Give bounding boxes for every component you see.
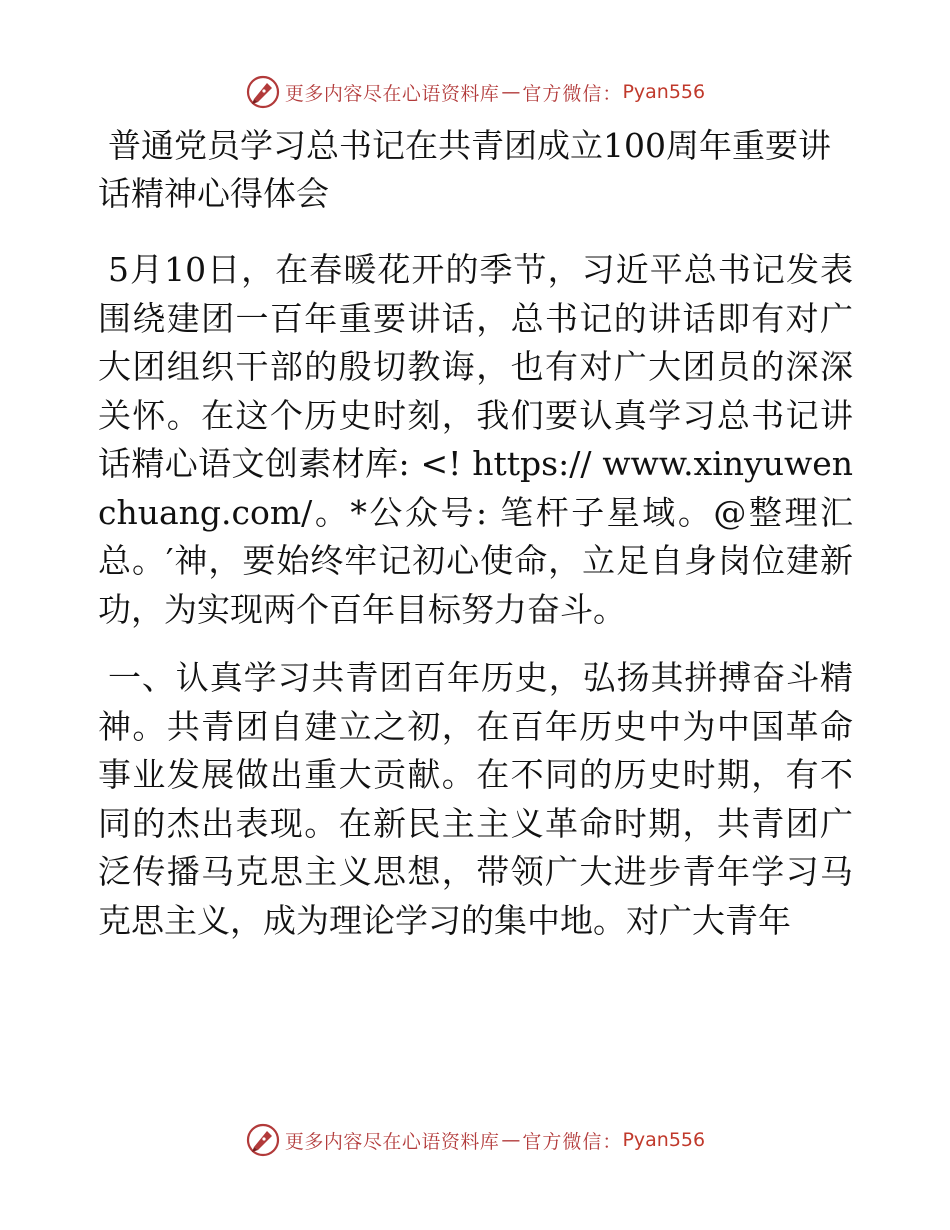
footer-banner [0,1118,950,1162]
pen-nib-circle-icon [245,74,281,110]
banner-wechat-id: Pyan556 [622,81,706,103]
banner-official-label: 官方微信： [522,82,623,105]
pen-nib-circle-icon [245,1122,281,1158]
banner-official-label: 官方微信： [522,1130,623,1153]
document-title: 普通党员学习总书记在共青团成立100周年重要讲话精神心得体会 [98,126,831,213]
banner-separator: — [501,81,521,103]
banner-separator: — [501,1129,521,1151]
banner-wechat-id: Pyan556 [622,1129,706,1151]
header-banner [0,70,950,114]
banner-brand-text: 更多内容尽在心语资料库 [284,82,500,105]
banner-brand-text: 更多内容尽在心语资料库 [284,1130,500,1153]
paragraph-intro: 5月10日，在春暖花开的季节，习近平总书记发表围绕建团一百年重要讲话，总书记的讲话即有对广大团组织干部的殷切教诲，也有对广大团员的深深关怀。在这个历史时刻，我们要认真学习总书记讲话精心语文创素材库: <! https:// www.xinyuwenchuang.com/。*公众号: 笔杆子星域。@整理汇总。′神，要始终牢记初心使命，立足自身岗位建新功，为实现两个百年目标努力奋斗。 [98,250,853,629]
paragraph-section-one: 一、认真学习共青团百年历史，弘扬其拼搏奋斗精神。共青团自建立之初，在百年历史中为中国革命事业发展做出重大贡献。在不同的历史时期，有不同的杰出表现。在新民主主义革命时期，共青团广泛传播马克思主义思想，带领广大进步青年学习马克思主义，成为理论学习的集中地。对广大青年 [98,658,853,940]
document-body [98,122,853,945]
